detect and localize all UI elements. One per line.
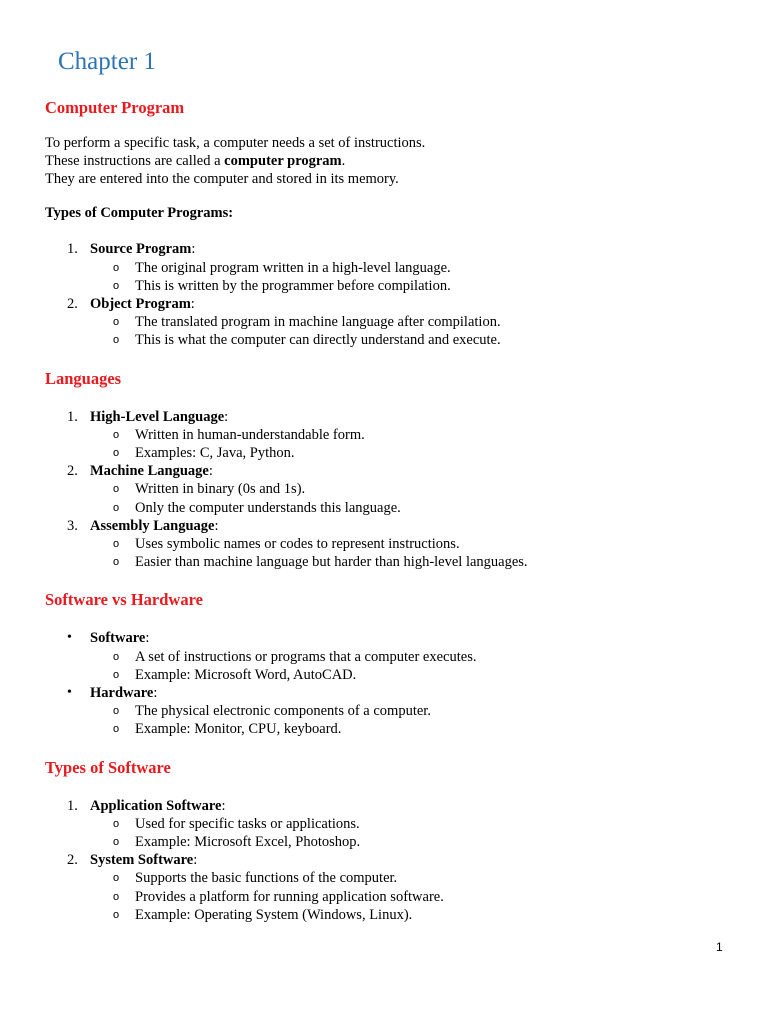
sub-list-item — [90, 869, 745, 887]
document-body — [45, 97, 745, 924]
list-term: Hardware — [90, 684, 154, 701]
sub-list-item — [90, 499, 745, 517]
sub-list-item — [90, 313, 745, 331]
sub-item-text: Written in human-understandable form. — [135, 426, 365, 443]
list-item — [45, 295, 745, 350]
page-number: 1 — [716, 940, 723, 954]
sub-bullet-icon: o — [113, 650, 120, 663]
sub-list-item — [90, 331, 745, 349]
sub-bullet-icon: o — [113, 334, 120, 347]
list-item — [45, 240, 745, 295]
software-hardware-list — [45, 629, 745, 738]
sub-list-item — [90, 702, 745, 720]
list-term: Source Program — [90, 241, 192, 258]
sub-bullet-icon: o — [113, 428, 120, 441]
sub-list — [90, 426, 745, 462]
list-sep: : — [214, 517, 219, 534]
sub-item-text: This is written by the programmer before compilation. — [135, 277, 451, 294]
list-term: Machine Language — [90, 463, 209, 480]
chapter-title: Chapter 1 — [58, 48, 156, 75]
sub-list — [90, 648, 745, 684]
list-item — [45, 408, 745, 463]
list-sep: : — [224, 408, 229, 425]
sub-list-item — [90, 720, 745, 738]
sub-item-text: The original program written in a high-level language. — [135, 259, 451, 276]
list-sep: : — [193, 852, 198, 869]
sub-item-text: The translated program in machine language after compilation. — [135, 314, 501, 331]
sub-list — [90, 815, 745, 851]
sub-item-text: Uses symbolic names or codes to represent instructions. — [135, 535, 460, 552]
sub-bullet-icon: o — [113, 261, 120, 274]
list-sep: : — [208, 463, 213, 480]
sub-list-item — [90, 259, 745, 277]
sub-item-text: A set of instructions or programs that a computer executes. — [135, 648, 477, 665]
list-sep: : — [190, 295, 195, 312]
sub-list-item — [90, 535, 745, 553]
list-term: High-Level Language — [90, 408, 225, 425]
sub-item-text: Example: Microsoft Word, AutoCAD. — [135, 666, 357, 683]
list-sep: : — [221, 797, 226, 814]
sub-bullet-icon: o — [113, 817, 120, 830]
list-sep: : — [191, 241, 196, 258]
sub-item-text: Example: Microsoft Excel, Photoshop. — [135, 833, 361, 850]
sub-list-item — [90, 906, 745, 924]
sub-item-text: This is what the computer can directly understand and execute. — [135, 332, 501, 349]
sub-bullet-icon: o — [113, 446, 120, 459]
sub-list-item — [90, 426, 745, 444]
sub-bullet-icon: o — [113, 890, 120, 903]
sub-item-text: Used for specific tasks or applications. — [135, 815, 360, 832]
sub-item-text: Provides a platform for running application software. — [135, 888, 444, 905]
sub-bullet-icon: o — [113, 501, 120, 514]
list-number: 2. — [67, 295, 78, 312]
section-heading-languages: Languages — [45, 368, 122, 388]
intro-line: To perform a specific task, a computer needs a set of instructions. — [45, 135, 426, 151]
sub-item-text: Example: Monitor, CPU, keyboard. — [135, 721, 342, 738]
intro-bold-term: computer program — [224, 153, 342, 170]
sub-bullet-icon: o — [113, 668, 120, 681]
sub-bullet-icon: o — [113, 279, 120, 292]
sub-list — [90, 702, 745, 738]
list-sep: : — [153, 684, 158, 701]
sub-list-item — [90, 833, 745, 851]
sub-list-item — [90, 553, 745, 571]
sub-list-item — [90, 666, 745, 684]
sub-bullet-icon: o — [113, 483, 120, 496]
list-term: Assembly Language — [90, 517, 215, 534]
list-number: 2. — [67, 852, 78, 869]
sub-bullet-icon: o — [113, 723, 120, 736]
intro-text: . — [341, 153, 346, 170]
sub-item-text: Easier than machine language but harder than high-level languages. — [135, 554, 528, 571]
sub-bullet-icon: o — [113, 316, 120, 329]
intro-line: They are entered into the computer and stored in its memory. — [45, 171, 399, 188]
software-types-list — [45, 797, 745, 924]
types-title: Types of Computer Programs: — [45, 205, 234, 222]
list-item — [45, 851, 745, 924]
section-heading-software-vs-hardware: Software vs Hardware — [45, 590, 203, 610]
sub-bullet-icon: o — [113, 908, 120, 921]
intro-paragraph — [45, 134, 745, 189]
sub-bullet-icon: o — [113, 705, 120, 718]
section-heading-types-of-software: Types of Software — [45, 757, 171, 777]
sub-bullet-icon: o — [113, 537, 120, 550]
list-term: Application Software — [90, 797, 222, 814]
sub-item-text: Only the computer understands this language. — [135, 499, 401, 516]
list-item — [45, 517, 745, 572]
list-item — [45, 629, 745, 684]
sub-list-item — [90, 648, 745, 666]
sub-list-item — [90, 277, 745, 295]
section-heading-computer-program: Computer Program — [45, 98, 185, 117]
list-number: 1. — [67, 241, 78, 258]
list-number: 1. — [67, 408, 78, 425]
sub-list — [90, 259, 745, 295]
list-item — [45, 684, 745, 739]
languages-list — [45, 408, 745, 572]
list-item — [45, 797, 745, 852]
list-term: System Software — [90, 852, 194, 869]
list-term: Software — [90, 630, 146, 647]
sub-item-text: Example: Operating System (Windows, Linux). — [135, 906, 413, 923]
intro-text: These instructions are called a — [45, 153, 225, 170]
sub-list — [90, 313, 745, 349]
list-sep: : — [145, 630, 150, 647]
list-item — [45, 462, 745, 517]
sub-bullet-icon: o — [113, 872, 120, 885]
sub-bullet-icon: o — [113, 835, 120, 848]
list-term: Object Program — [90, 295, 191, 312]
sub-list — [90, 535, 745, 571]
intro-line — [45, 152, 745, 170]
sub-list-item — [90, 815, 745, 833]
bullet-icon: • — [67, 684, 72, 700]
sub-list-item — [90, 480, 745, 498]
bullet-icon: • — [67, 630, 72, 646]
sub-item-text: Written in binary (0s and 1s). — [135, 481, 306, 498]
sub-item-text: Examples: C, Java, Python. — [135, 444, 295, 461]
sub-item-text: Supports the basic functions of the computer. — [135, 870, 398, 887]
sub-list-item — [90, 888, 745, 906]
list-number: 3. — [67, 517, 78, 534]
program-types-list — [45, 240, 745, 349]
sub-item-text: The physical electronic components of a computer. — [135, 703, 431, 720]
list-number: 2. — [67, 463, 78, 480]
sub-list-item — [90, 444, 745, 462]
list-number: 1. — [67, 797, 78, 814]
sub-list — [90, 869, 745, 924]
sub-bullet-icon: o — [113, 556, 120, 569]
sub-list — [90, 480, 745, 516]
